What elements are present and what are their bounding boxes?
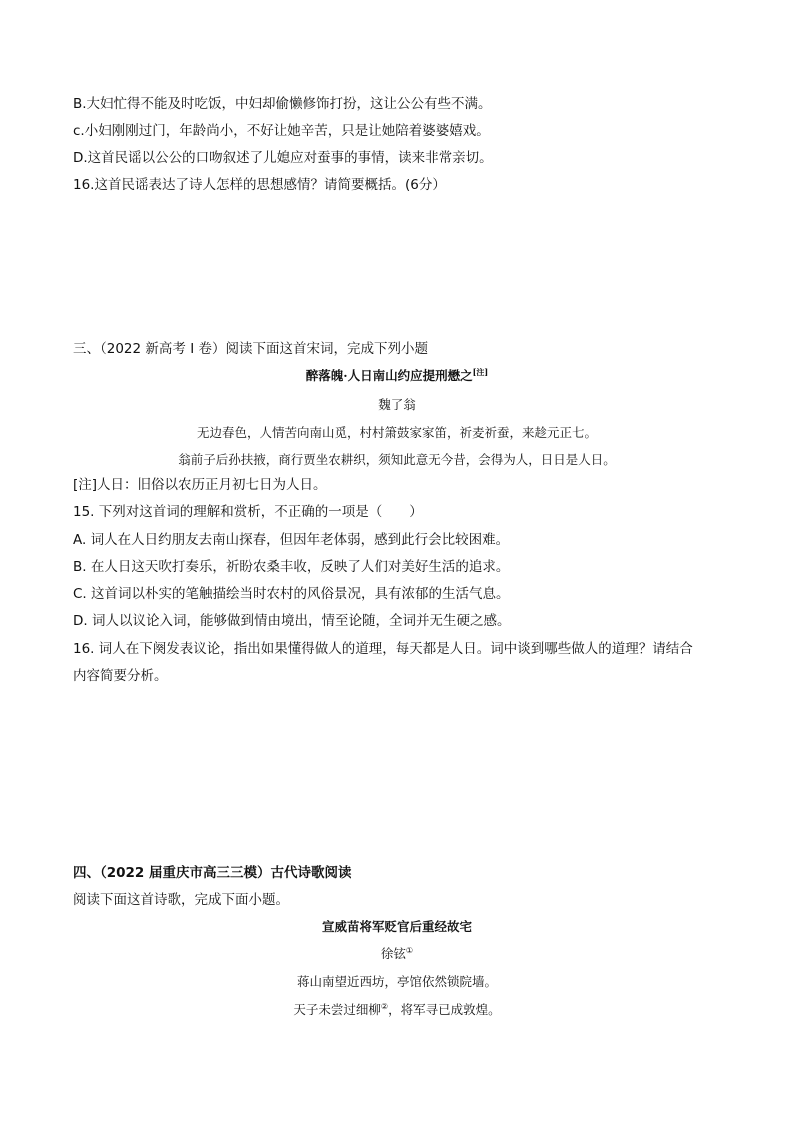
poem-line-2-note: ② <box>380 1001 389 1011</box>
option-a: A. 词人在人日约朋友去南山探春，但因年老体弱，感到此行会比较困难。 <box>73 532 510 548</box>
option-b: B. 在人日这天吹打奏乐，祈盼农桑丰收，反映了人们对美好生活的追求。 <box>73 559 510 575</box>
option-d: D. 词人以议论入词，能够做到情由境出，情至论随，全词并无生硬之感。 <box>73 613 511 629</box>
poem-line-2 <box>0 1001 794 1019</box>
poem-line-2: 翁前子后孙扶掖，商行贾坐农耕织，须知此意无今昔，会得为人，日日是人日。 <box>178 452 616 467</box>
poem-author-text: 徐铉 <box>380 946 406 961</box>
poem-title: 宣威苗将军贬官后重经故宅 <box>321 919 472 934</box>
poem-line-1: 蒋山南望近西坊，亭馆依然锁院墙。 <box>296 974 497 989</box>
poem-title-note: [注] <box>472 366 489 377</box>
question-15: 15. 下列对这首词的理解和赏析，不正确的一项是（ ） <box>73 504 423 520</box>
poem-author: 魏了翁 <box>378 397 416 412</box>
poem-title-text: 醉落魄·人日南山约应提刑懋之 <box>305 368 473 383</box>
question-16-line-2: 内容简要分析。 <box>73 668 168 684</box>
poem-line-2-a: 天子未尝过细柳 <box>293 1002 381 1017</box>
section-four-heading: 四、（2022 届重庆市高三三模）古代诗歌阅读 <box>73 865 352 881</box>
question-16: 16.这首民谣表达了诗人怎样的思想感情？请简要概括。(6分） <box>73 177 446 193</box>
option-c: c.小妇刚刚过门，年龄尚小，不好让她辛苦，只是让她陪着婆婆嬉戏。 <box>73 123 490 139</box>
section-four-instruction: 阅读下面这首诗歌，完成下面小题。 <box>73 892 289 908</box>
option-b: B.大妇忙得不能及时吃饭，中妇却偷懒修饰打扮，这让公公有些不满。 <box>73 96 492 112</box>
question-16-line-1: 16. 词人在下阕发表议论，指出如果懂得做人的道理，每天都是人日。词中谈到哪些做人的道理？请结合 <box>73 641 693 657</box>
poem-note: [注]人日：旧俗以农历正月初七日为人日。 <box>73 477 327 493</box>
section-three-heading: 三、（2022 新高考 I 卷）阅读下面这首宋词，完成下列小题 <box>73 341 428 357</box>
option-d: D.这首民谣以公公的口吻叙述了儿媳应对蚕事的事情，读来非常亲切。 <box>73 150 493 166</box>
poem-line-2-b: ，将军寻已成敦煌。 <box>388 1002 501 1017</box>
option-c: C. 这首词以朴实的笔触描绘当时农村的风俗景况，具有浓郁的生活气息。 <box>73 586 510 602</box>
poem-title <box>0 367 794 385</box>
poem-author-note: ① <box>405 945 414 955</box>
poem-line-1: 无边春色，人情苦向南山觅，村村箫鼓家家笛，祈麦祈蚕，来趁元正七。 <box>196 425 597 440</box>
poem-author <box>0 945 794 963</box>
